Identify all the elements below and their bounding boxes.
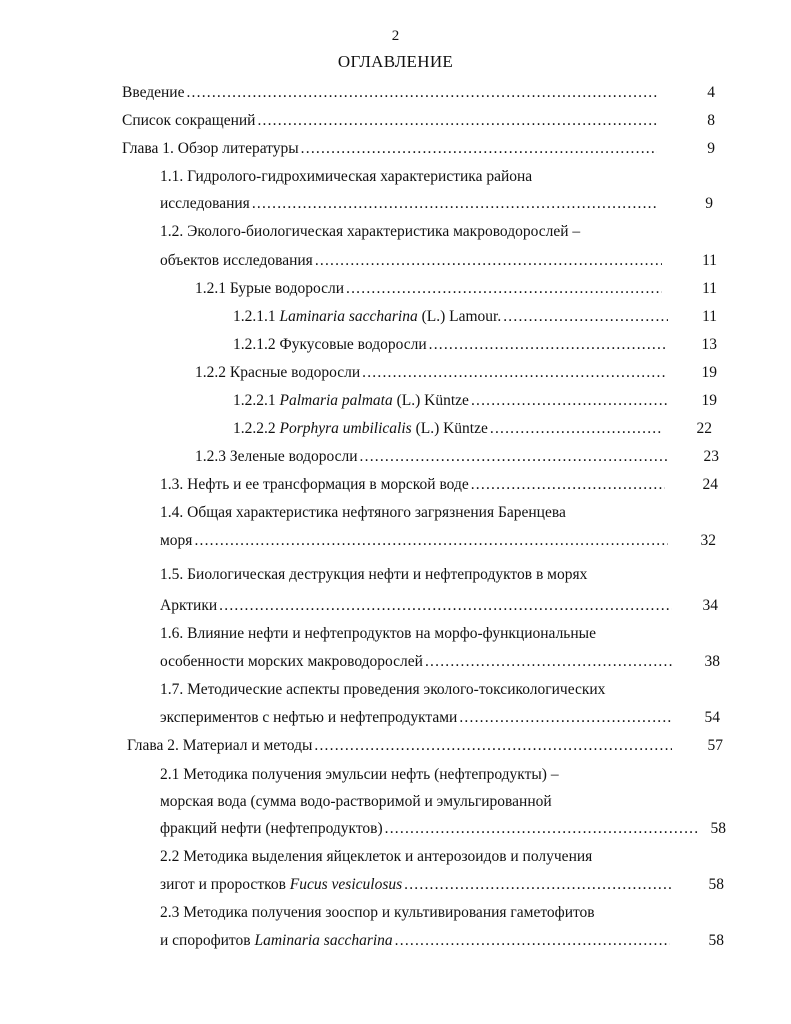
- page-title: ОГЛАВЛЕНИЕ: [337, 52, 454, 71]
- toc-entry-1-3: 1.3. Нефть и ее трансформация в морской воде .....: [160, 474, 665, 496]
- toc-entry-2-1-cont: морская вода (сумма водо-растворимой и эмульгированной: [160, 793, 552, 810]
- toc-entry-2-1: 2.1 Методика получения эмульсии нефть (нефтепродукты) –: [160, 766, 559, 783]
- toc-entry-2-3-cont: и спорофитов Laminaria saccharina .....: [160, 930, 670, 952]
- toc-entry-introduction: Введение .....: [122, 82, 657, 104]
- toc-page: 58: [708, 932, 724, 949]
- toc-entry-1-1-cont: исследования .....: [160, 193, 657, 215]
- toc-page: 19: [701, 392, 717, 409]
- toc-entry-2-2: 2.2 Методика выделения яйцеклеток и антерозоидов и получения: [160, 848, 593, 865]
- toc-entry-1-2-2: 1.2.2 Красные водоросли .....: [195, 362, 667, 384]
- toc-entry-chapter-2: Глава 2. Материал и методы .....: [127, 735, 672, 757]
- toc-page: 22: [696, 420, 712, 437]
- toc-entry-1-2-3: 1.2.3 Зеленые водоросли .....: [195, 446, 670, 468]
- toc-entry-1-5: 1.5. Биологическая деструкция нефти и нефтепродуктов в морях: [160, 566, 588, 583]
- toc-page: 58: [710, 820, 726, 837]
- toc-page: 4: [707, 84, 715, 101]
- toc-page: 11: [702, 308, 717, 325]
- toc-entry-1-2-1-2: 1.2.1.2 Фукусовые водоросли .....: [233, 334, 665, 356]
- toc-entry-1-2-2-1: 1.2.2.1 Palmaria palmata (L.) Küntze .....: [233, 390, 668, 412]
- toc-page: 34: [702, 597, 718, 614]
- toc-page: 38: [704, 653, 720, 670]
- toc-page: 19: [701, 364, 717, 381]
- toc-page: 24: [702, 476, 718, 493]
- toc-entry-1-4: 1.4. Общая характеристика нефтяного загрязнения Баренцева: [160, 504, 566, 521]
- page-number: 2: [391, 28, 400, 44]
- toc-page: 58: [708, 876, 724, 893]
- toc-entry-1-2-2-2: 1.2.2.2 Porphyra umbilicalis (L.) Küntze .....: [233, 418, 663, 440]
- toc-entry-chapter-1: Глава 1. Обзор литературы .....: [122, 138, 657, 160]
- toc-entry-2-2-cont: зигот и проростков Fucus vesiculosus .....: [160, 874, 672, 896]
- toc-entry-1-7: 1.7. Методические аспекты проведения эколого-токсикологических: [160, 681, 606, 698]
- toc-page: 8: [707, 112, 715, 129]
- toc-page: 9: [707, 140, 715, 157]
- toc-entry-1-1: 1.1. Гидролого-гидрохимическая характеристика района: [160, 168, 533, 185]
- toc-entry-2-3: 2.3 Методика получения зооспор и культивирования гаметофитов: [160, 904, 595, 921]
- toc-page: 54: [704, 709, 720, 726]
- toc-entry-1-2: 1.2. Эколого-биологическая характеристика макроводорослей –: [160, 223, 581, 240]
- toc-page: 11: [702, 252, 717, 269]
- toc-entry-1-4-cont: моря .....: [160, 530, 668, 552]
- toc-entry-1-6: 1.6. Влияние нефти и нефтепродуктов на морфо-функциональные: [160, 625, 596, 642]
- toc-entry-1-2-cont: объектов исследования .....: [160, 250, 662, 272]
- toc-page: 11: [702, 280, 717, 297]
- toc-entry-1-2-1-1: 1.2.1.1 Laminaria saccharina (L.) Lamour. .....: [233, 306, 668, 328]
- toc-entry-1-2-1: 1.2.1 Бурые водоросли .....: [195, 278, 662, 300]
- toc-page: 57: [707, 737, 723, 754]
- toc-page: 9: [705, 195, 713, 212]
- toc-entry-2-1-cont2: фракций нефти (нефтепродуктов) .....: [160, 818, 698, 840]
- toc-page: 23: [703, 448, 719, 465]
- toc-page: 13: [701, 336, 717, 353]
- toc-page: 32: [700, 532, 716, 549]
- toc-entry-1-5-cont: Арктики .....: [160, 595, 672, 617]
- toc-entry-1-6-cont: особенности морских макроводорослей .....: [160, 651, 673, 673]
- toc-entry-1-7-cont: экспериментов с нефтью и нефтепродуктами .....: [160, 707, 672, 729]
- toc-entry-abbreviations: Список сокращений .....: [122, 110, 657, 132]
